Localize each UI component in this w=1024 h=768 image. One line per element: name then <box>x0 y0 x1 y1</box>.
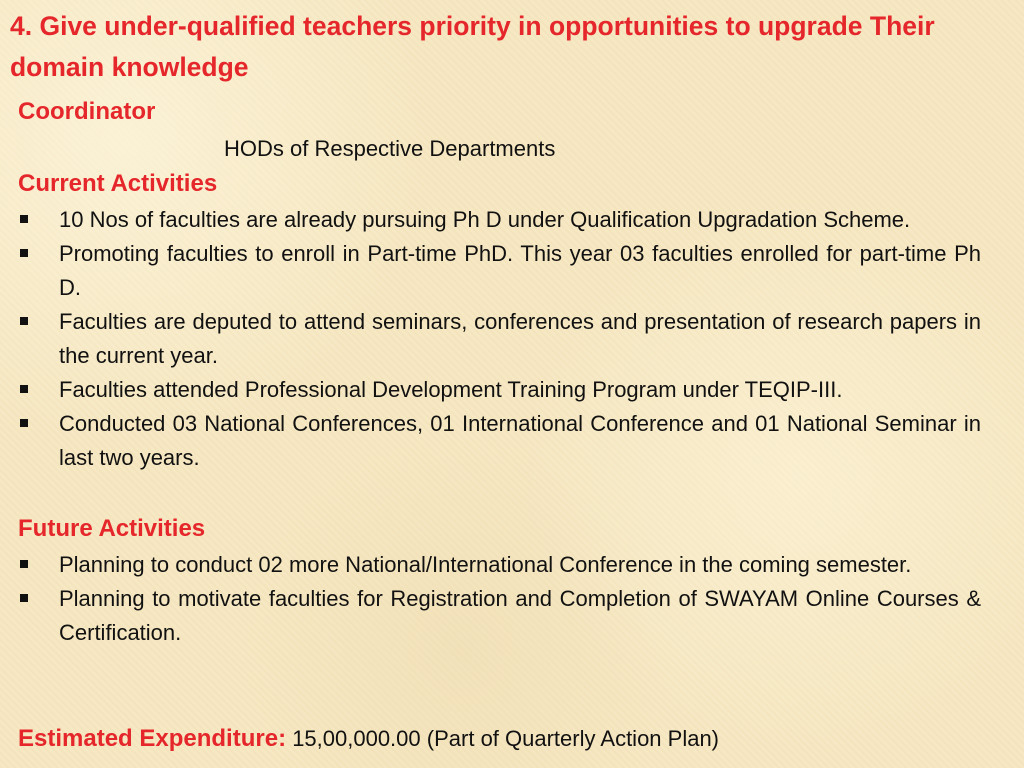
square-bullet-icon <box>20 249 28 257</box>
estimated-expenditure <box>18 722 719 756</box>
current-activities-list <box>18 203 981 475</box>
list-item-text: Faculties are deputed to attend seminars, conferences and presentation of research papers in the current year. <box>59 309 981 368</box>
square-bullet-icon <box>20 560 28 568</box>
list-item <box>18 305 981 373</box>
current-activities-heading: Current Activities <box>18 170 218 197</box>
list-item-text: Planning to motivate faculties for Registration and Completion of SWAYAM Online Courses & Certification. <box>59 586 981 645</box>
list-item <box>18 373 981 407</box>
expenditure-amount: 15,00,000.00 <box>292 726 421 751</box>
list-item <box>18 407 981 475</box>
list-item <box>18 203 981 237</box>
expenditure-label: Estimated Expenditure: <box>18 725 287 752</box>
square-bullet-icon <box>20 385 28 393</box>
list-item-text: Conducted 03 National Conferences, 01 International Conference and 01 National Seminar in last two years. <box>59 411 981 470</box>
future-activities-heading: Future Activities <box>18 515 206 542</box>
coordinator-value: HODs of Respective Departments <box>224 136 556 161</box>
square-bullet-icon <box>20 419 28 427</box>
list-item-text: Planning to conduct 02 more National/International Conference in the coming semester. <box>59 552 912 577</box>
slide-title: 4. Give under-qualified teachers priority in opportunities to upgrade Their domain knowledge <box>10 11 935 82</box>
coordinator-heading: Coordinator <box>18 98 156 125</box>
list-item <box>18 237 981 305</box>
list-item-text: 10 Nos of faculties are already pursuing Ph D under Qualification Upgradation Scheme. <box>59 207 911 232</box>
future-activities-list <box>18 548 981 650</box>
list-item-text: Faculties attended Professional Development Training Program under TEQIP-III. <box>59 377 843 402</box>
square-bullet-icon <box>20 317 28 325</box>
square-bullet-icon <box>20 215 28 223</box>
expenditure-note: (Part of Quarterly Action Plan) <box>426 726 720 751</box>
list-item-text: Promoting faculties to enroll in Part-time PhD. This year 03 faculties enrolled for part-time Ph D. <box>59 241 981 300</box>
list-item <box>18 582 981 650</box>
list-item <box>18 548 981 582</box>
square-bullet-icon <box>20 594 28 602</box>
